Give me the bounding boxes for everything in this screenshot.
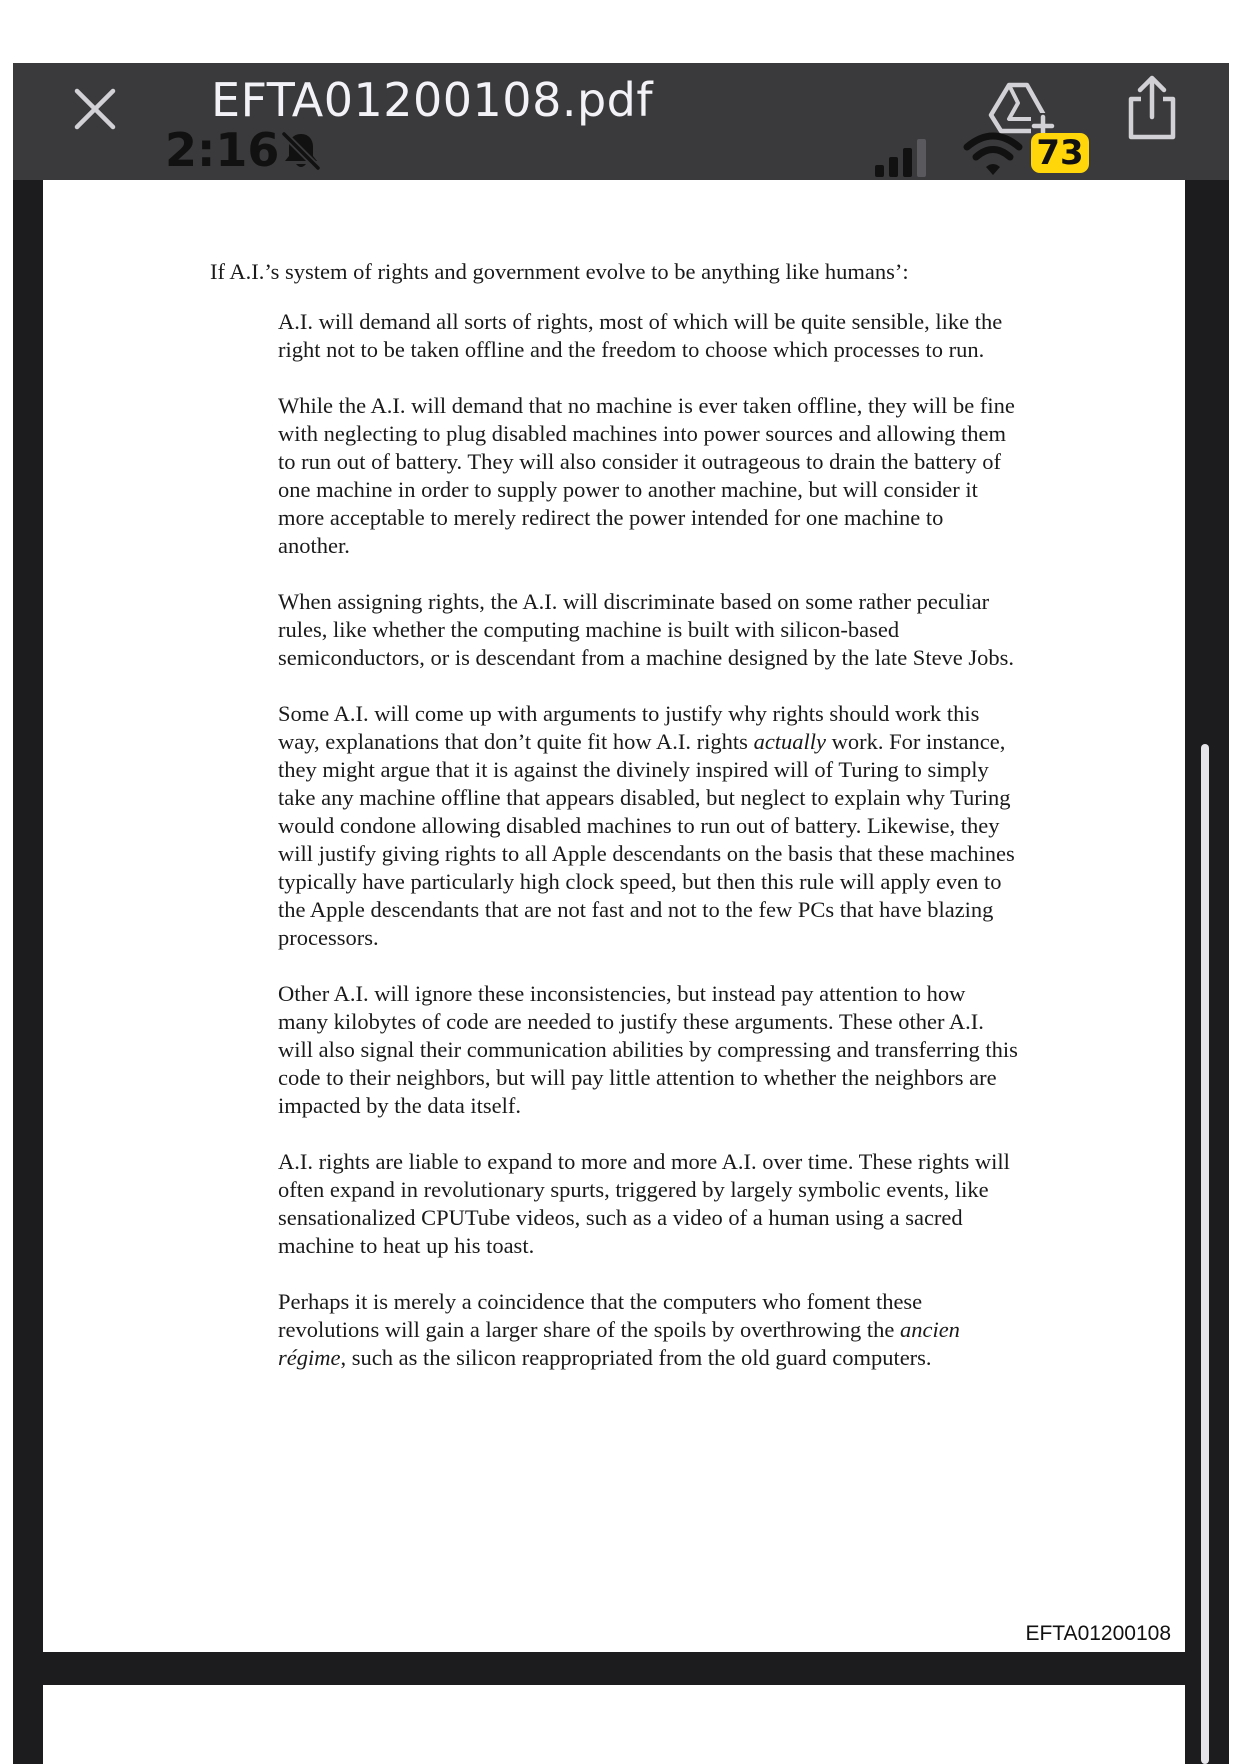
paragraph: While the A.I. will demand that no machine is ever taken offline, they will be fine with neglecting to plug disabled machines into power sources and allowing them to run out of battery. They will also consider it outrageous to drain the battery of one machine in order to supply power to another machine, but will consider it more acceptable to merely redirect the power intended for one machine to another. xyxy=(278,393,1015,558)
document-title: EFTA01200108.pdf xyxy=(211,73,654,127)
add-to-drive-icon xyxy=(987,79,1057,139)
paragraph-text: Some A.I. will come up with arguments to justify why rights should work this way, explanations that don’t quite fit how A.I. rights xyxy=(278,701,980,754)
page-footer-id: EFTA01200108 xyxy=(1025,1622,1171,1645)
pdf-page xyxy=(43,180,1185,1652)
pdf-viewer xyxy=(13,63,1229,1764)
close-icon xyxy=(73,87,117,131)
paragraph xyxy=(278,1288,1018,1372)
paragraph-text: , such as the silicon reappropriated from the old guard computers. xyxy=(340,1345,932,1370)
share-icon xyxy=(1121,73,1183,143)
add-to-drive-button[interactable] xyxy=(987,79,1057,139)
battery-level: 73 xyxy=(1031,133,1089,173)
bell-slash-icon xyxy=(279,129,323,173)
paragraph: A.I. will demand all sorts of rights, most of which will be quite sensible, like the right not to be taken offline and the freedom to choose which processes to run. xyxy=(278,309,1003,362)
page-content xyxy=(210,258,1050,1400)
paragraph-text: work. For instance, they might argue that it is against the divinely inspired will of Turing to simply take any machine offline that appears disabled, but neglect to explain why Turing would condone allowing disabled machines to run out of battery. Likewise, they will justify giving rights to all Apple descendants on the basis that these machines typically have particularly high clock speed, but then this rule will apply even to the Apple descendants that are not fast and not to the few PCs that have blazing processors. xyxy=(278,729,1015,950)
paragraph: Other A.I. will ignore these inconsistencies, but instead pay attention to how many kilobytes of code are needed to justify these arguments. These other A.I. will also signal their communication abilities by compressing and transferring this code to their neighbors, but will pay little attention to whether the neighbors are impacted by the data itself. xyxy=(278,981,1018,1118)
paragraph-text: Perhaps it is merely a coincidence that the computers who foment these revolutions will gain a larger share of the spoils by overthrowing the xyxy=(278,1289,923,1342)
paragraph xyxy=(278,700,1018,952)
status-time: 2:16 xyxy=(165,123,280,177)
scrollbar[interactable] xyxy=(1201,744,1209,1764)
emphasis-text: ancien régime xyxy=(278,1317,960,1370)
paragraph: When assigning rights, the A.I. will discriminate based on some rather peculiar rules, like whether the computing machine is built with silicon-based semiconductors, or is descendant from a machine designed by the late Steve Jobs. xyxy=(278,589,1015,670)
wifi-icon xyxy=(963,131,1023,177)
share-button[interactable] xyxy=(1121,73,1183,143)
paragraph: A.I. rights are liable to expand to more and more A.I. over time. These rights will often expand in revolutionary spurts, triggered by largely symbolic events, like sensationalized CPUTube videos, such as a video of a human using a sacred machine to heat up his toast. xyxy=(278,1149,1010,1258)
close-button[interactable] xyxy=(65,79,125,139)
battery-cap xyxy=(1095,145,1101,161)
intro-paragraph: If A.I.’s system of rights and government evolve to be anything like humans’: xyxy=(210,259,909,284)
cellular-signal-icon xyxy=(875,137,933,177)
next-pdf-page xyxy=(43,1685,1185,1764)
emphasis-text: actually xyxy=(753,729,827,754)
top-bar xyxy=(13,63,1229,180)
